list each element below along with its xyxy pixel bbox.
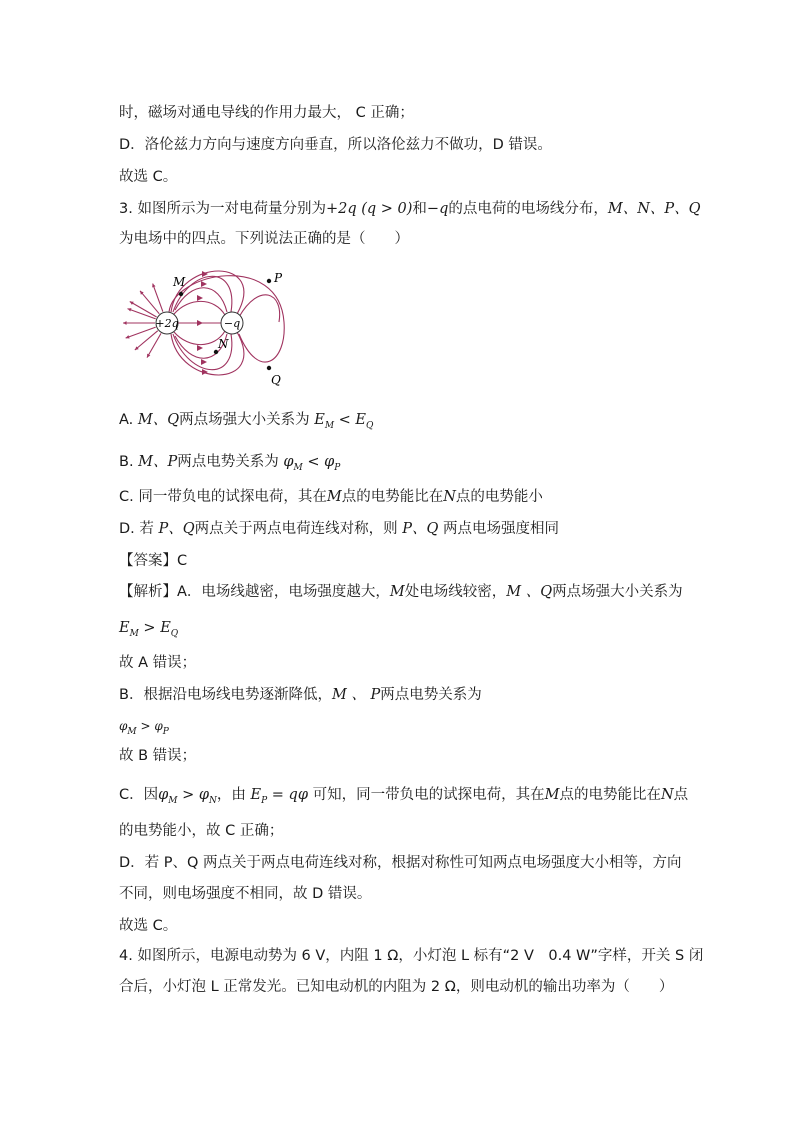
option-a: A. M、Q两点场强大小关系为 $E_M < E_Q$ (119, 412, 374, 431)
question-4-stem-cont: 合后，小灯泡 L 正常发光。已知电动机的内阻为 2 Ω，则电动机的输出功率为（ ） (119, 979, 674, 995)
text-line: 不同，则电场强度不相同，故 D 错误。 (119, 886, 372, 902)
formula-EM-gt-EQ: $E_M > E_Q$ (119, 620, 179, 639)
label-M: M (173, 275, 186, 289)
explanation-b: B．根据沿电场线电势逐渐降低，M 、 P两点电势关系为 (119, 687, 482, 703)
electric-field-diagram (119, 262, 299, 394)
answer: 【答案】C (119, 553, 188, 569)
text-line: 故 A 错误； (119, 655, 197, 671)
label-N: N (218, 337, 229, 351)
option-b: B. M、P两点电势关系为 $\varphi_M < \varphi_P$ (119, 454, 341, 473)
text-line: 故选 C。 (119, 169, 178, 185)
question-3-stem: 3. 如图所示为一对电荷量分别为+2q (q > 0)和−q的点电荷的电场线分布，M、N、P、Q (119, 201, 701, 217)
option-c: C. 同一带负电的试探电荷，其在M点的电势能比在N点的电势能小 (119, 489, 543, 505)
text-line: 故 B 错误； (119, 748, 197, 764)
text-line: 的电势能小，故 C 正确； (119, 823, 284, 839)
label-neg-charge: −q (223, 317, 241, 330)
text-line: 故选 C。 (119, 918, 178, 934)
formula-phiM-gt-phiP: $\varphi_M > \varphi_P$ (119, 719, 169, 737)
label-P: P (274, 271, 283, 285)
label-pos-charge: +2q (155, 317, 179, 330)
question-4-stem: 4. 如图所示，电源电动势为 6 V，内阻 1 Ω，小灯泡 L 标有“2 V 0.4 W”字样，开关 S 闭 (119, 948, 704, 964)
label-Q: Q (271, 373, 281, 387)
option-d: D. 若 P、Q两点关于两点电荷连线对称，则 P、Q 两点电场强度相同 (119, 521, 560, 537)
text-line: D．洛伦兹力方向与速度方向垂直，所以洛伦兹力不做功，D 错误。 (119, 137, 552, 153)
explanation-c: C．因$\varphi_M > \varphi_N$，由 $E_P = q\varphi$ 可知，同一带负电的试探电荷，其在M点的电势能比在N点 (119, 787, 689, 806)
question-3-stem-cont: 为电场中的四点。下列说法正确的是（ ） (119, 231, 409, 247)
explanation-a: 【解析】A．电场线越密，电场强度越大，M处电场线较密，M 、Q两点场强大小关系为 (119, 584, 683, 600)
text-line: 时，磁场对通电导线的作用力最大， C 正确； (119, 105, 414, 121)
explanation-d: D．若 P、Q 两点关于两点电荷连线对称，根据对称性可知两点电场强度大小相等，方向 (119, 855, 682, 871)
